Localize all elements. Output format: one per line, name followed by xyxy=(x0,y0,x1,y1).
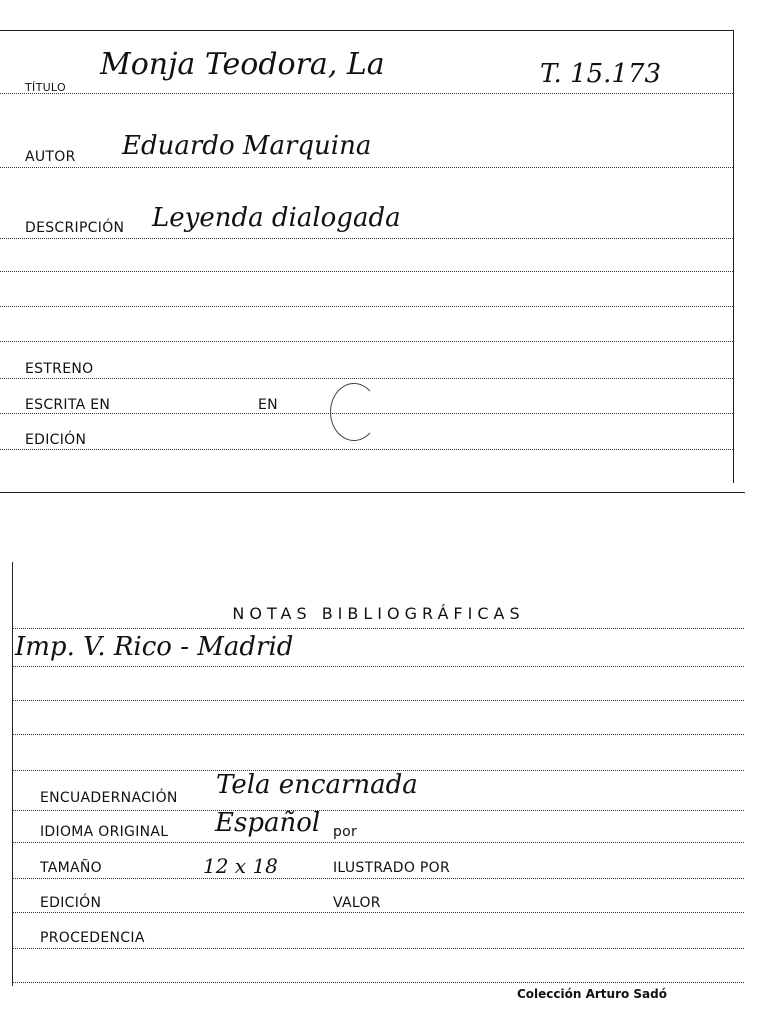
idioma-value: Español xyxy=(215,808,321,838)
escrita-en-label: ESCRITA EN xyxy=(25,397,111,413)
dotted-rule xyxy=(0,167,733,168)
edicion-label: EDICIÓN xyxy=(25,432,87,448)
encuadernacion-label: ENCUADERNACIÓN xyxy=(40,790,178,806)
catalog-card-bottom xyxy=(12,562,744,986)
tamano-label: TAMAÑO xyxy=(40,860,102,876)
autor-value: Eduardo Marquina xyxy=(122,131,372,161)
edicion-label-bottom: EDICIÓN xyxy=(40,895,102,911)
dotted-rule xyxy=(0,93,733,94)
dotted-rule xyxy=(13,810,744,811)
dotted-rule xyxy=(13,628,744,629)
titulo-value: Monja Teodora, La xyxy=(100,47,385,82)
tamano-value: 12 x 18 xyxy=(203,854,278,878)
dotted-rule xyxy=(0,271,733,272)
dotted-rule xyxy=(13,700,744,701)
dotted-rule xyxy=(0,306,733,307)
dotted-rule xyxy=(13,982,744,983)
en-label: EN xyxy=(258,397,278,413)
descripcion-label: DESCRIPCIÓN xyxy=(25,220,125,236)
dotted-rule xyxy=(0,449,733,450)
dotted-rule xyxy=(13,878,744,879)
encuadernacion-value: Tela encarnada xyxy=(216,770,418,800)
por-label: por xyxy=(333,824,358,840)
dotted-rule xyxy=(0,378,733,379)
dotted-rule xyxy=(13,666,744,667)
titulo-label: TÍTULO xyxy=(25,81,66,94)
collection-credit: Colección Arturo Sadó xyxy=(516,987,667,1001)
dotted-rule xyxy=(13,842,744,843)
estreno-label: ESTRENO xyxy=(25,361,94,377)
dotted-rule xyxy=(0,238,733,239)
idioma-label: IDIOMA ORIGINAL xyxy=(40,824,169,840)
dotted-rule xyxy=(13,948,744,949)
ilustrado-label: ILUSTRADO POR xyxy=(333,860,450,876)
notes-value: Imp. V. Rico - Madrid xyxy=(15,632,294,662)
notas-heading: NOTAS BIBLIOGRÁFICAS xyxy=(232,604,525,623)
descripcion-value: Leyenda dialogada xyxy=(152,203,401,233)
dotted-rule xyxy=(13,912,744,913)
circular-stamp-mark xyxy=(330,383,378,441)
dotted-rule xyxy=(0,341,733,342)
valor-label: VALOR xyxy=(333,895,381,911)
procedencia-label: PROCEDENCIA xyxy=(40,930,145,946)
catalog-number: T. 15.173 xyxy=(540,59,662,89)
autor-label: AUTOR xyxy=(25,149,76,165)
card-divider-line xyxy=(0,492,745,493)
dotted-rule xyxy=(13,734,744,735)
